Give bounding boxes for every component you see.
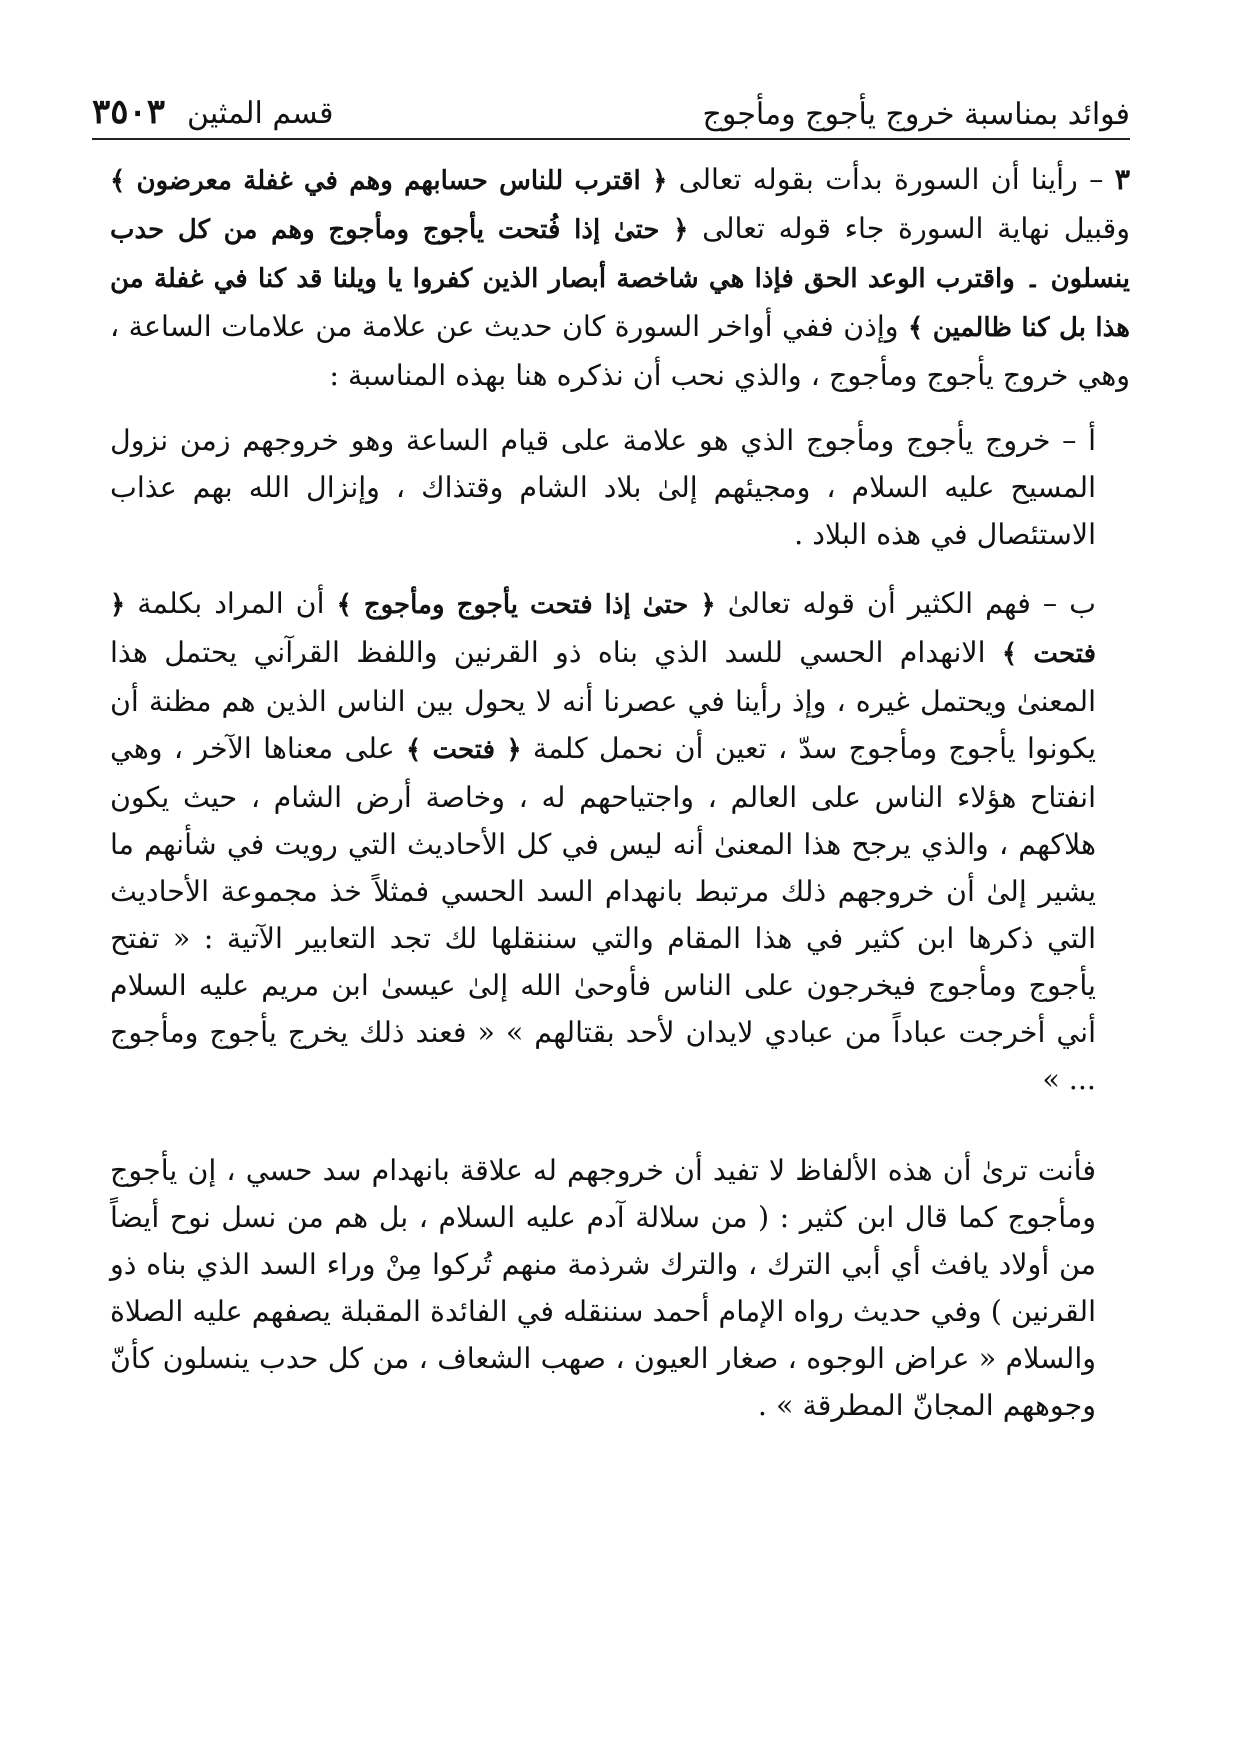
quran-quote: ﴿ حتىٰ إذا فتحت يأجوج ومأجوج ﴾	[336, 590, 716, 620]
quran-quote: ﴿ اقترب للناس حسابهم وهم في غفلة معرضون ﴾	[110, 166, 668, 196]
text: الانهدام الحسي للسد الذي بناه ذو القرنين واللفظ القرآني يحتمل هذا المعنىٰ ويحتمل غيره ، وإذ رأينا في عصرنا أنه لا يحول بين الناس الذين هم مظنة أن يكونوا يأجوج ومأجوج سدّ ، تعين أن نحمل كلمة	[110, 636, 1096, 765]
header-rule	[92, 138, 1130, 140]
section-label: قسم المثين	[187, 96, 334, 131]
text: على معناها الآخر ، وهي انفتاح هؤلاء الناس على العالم ، واجتياحهم له ، وخاصة أرض الشام ، حيث يكون هلاكهم ، والذي يرجح هذا المعنىٰ أنه ليس في كل الأحاديث التي رويت في شأنهم ما يشير إلىٰ أن خروجهم ذلك مرتبط بانهدام السد الحسي فمثلاً خذ مجموعة الأحاديث التي ذكرها ابن كثير في هذا المقام والتي سننقلها لك تجد التعابير الآتية : « تفتح يأجوج ومأجوج فيخرجون على الناس فأوحىٰ الله إلىٰ عيسىٰ ابن مريم عليه السلام أني أخرجت عباداً من عبادي لايدان لأحد بقتالهم » « فعند ذلك يخرج يأجوج ومأجوج ... »	[110, 732, 1096, 1096]
text: وقبيل نهاية السورة جاء قوله تعالى	[688, 212, 1130, 245]
quran-quote: ﴿ فتحت ﴾	[405, 735, 522, 765]
text: ب – فهم الكثير أن قوله تعالىٰ	[715, 587, 1096, 620]
quran-quote: ﴿ فتحت ﴾	[110, 590, 1097, 669]
page-header	[92, 62, 1130, 132]
paragraph-ba	[110, 580, 1130, 1103]
running-title: فوائد بمناسبة خروج يأجوج ومأجوج	[702, 97, 1130, 132]
text: أن المراد بكلمة	[125, 587, 337, 620]
paragraph-conclusion: فأنت ترىٰ أن هذه الألفاظ لا تفيد أن خروجهم له علاقة بانهدام سد حسي ، إن يأجوج ومأجوج كما قال ابن كثير : ( من سلالة آدم عليه السلام ، بل هم من نسل نوح أيضاً من أولاد يافث أي أبي الترك ، والترك شرذمة منهم تُركوا مِنْ وراء السد الذي بناه ذو القرنين ) وفي حديث رواه الإمام أحمد سننقله في الفائدة المقبلة يصفهم عليه الصلاة والسلام « عراض الوجوه ، صغار العيون ، صهب الشعاف ، من كل حدب ينسلون كأنّ وجوههم المجانّ المطرقة » .	[110, 1154, 1096, 1422]
text: – رأينا أن السورة بدأت بقوله تعالى	[667, 163, 1115, 196]
quran-quote: ﴿ حتىٰ إذا فُتحت يأجوج ومأجوج وهم من كل حدب ينسلون ۔ واقترب الوعد الحق فإذا هي شاخصة أبصار الذين كفروا يا ويلنا قد كنا في غفلة من هذا بل كنا ظالمين ﴾	[110, 215, 1130, 343]
text: وإذن ففي أواخر السورة كان حديث عن علامة من علامات الساعة ، وهي خروج يأجوج ومأجوج ، والذي نحب أن نذكره هنا بهذه المناسبة :	[110, 310, 1130, 392]
paragraph-point-3	[110, 156, 1130, 399]
page-number: ٣٥٠٣	[92, 92, 166, 132]
page-identifier	[92, 92, 333, 132]
point-number: ٣	[1114, 162, 1130, 196]
page-body	[110, 156, 1130, 1714]
paragraph-alif: أ – خروج يأجوج ومأجوج الذي هو علامة على قيام الساعة وهو خروجهم زمن نزول المسيح عليه السلام ، ومجيئهم إلىٰ بلاد الشام وقتذاك ، وإنزال الله بهم عذاب الاستئصال في هذه البلاد .	[110, 424, 1096, 551]
